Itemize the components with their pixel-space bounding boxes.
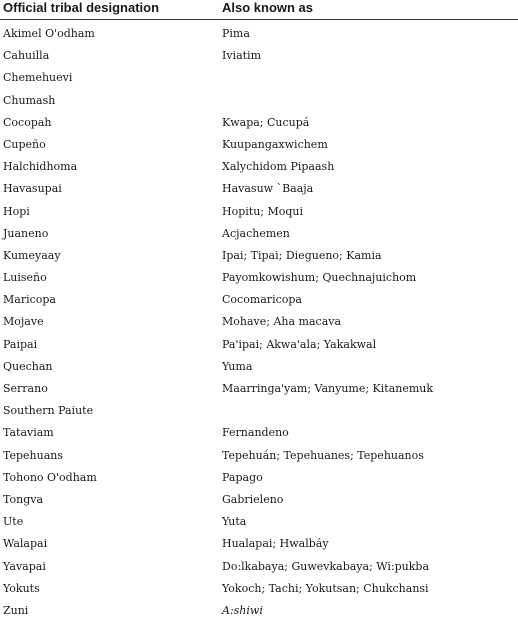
table-header [0, 0, 518, 20]
official-designation-cell: Zuni [3, 603, 29, 617]
official-designation-cell: Tohono O'odham [3, 470, 97, 484]
table-row [0, 467, 518, 489]
also-known-as-cell [222, 67, 518, 89]
official-designation-cell: Halchidhoma [3, 160, 78, 174]
official-designation-cell: Hopi [3, 204, 30, 218]
also-known-as-cell: Gabrieleno [222, 492, 284, 506]
also-known-as-cell: Pa'ipai; Akwa'ala; Yakakwal [222, 337, 377, 351]
also-known-as-cell: Yuma [222, 359, 253, 373]
also-known-as-cell: Payomkowishum; Quechnajuichom [222, 271, 417, 285]
official-designation-cell: Juaneno [3, 226, 49, 240]
official-designation-cell: Cupeño [3, 137, 46, 151]
table-row [0, 356, 518, 378]
table-row [0, 90, 518, 112]
table-row [0, 311, 518, 333]
also-known-as-cell: Kwapa; Cucupá [222, 115, 310, 129]
official-designation-cell: Chumash [3, 93, 56, 107]
official-designation-cell: Paipai [3, 337, 38, 351]
table-row [0, 400, 518, 422]
table-row [0, 556, 518, 578]
also-known-as-cell: Yokoch; Tachi; Yokutsan; Chukchansi [222, 581, 429, 595]
also-known-as-cell: Do:lkabaya; Guwevkabaya; Wi:pukba [222, 559, 430, 573]
also-known-as-cell: Kuupangaxwichem [222, 137, 328, 151]
official-designation-cell: Kumeyaay [3, 248, 61, 262]
also-known-as-cell: Papago [222, 470, 263, 484]
also-known-as-cell: Iviatim [222, 49, 262, 63]
also-known-as-cell: Fernandeno [222, 426, 289, 440]
table-row [0, 267, 518, 289]
official-designation-cell: Ute [3, 515, 24, 529]
table-row [0, 378, 518, 400]
official-designation-cell: Luiseño [3, 271, 47, 285]
official-designation-cell: Walapai [3, 537, 48, 551]
official-designation-cell: Serrano [3, 382, 48, 395]
table-row [0, 422, 518, 444]
official-designation-cell: Chemehuevi [3, 71, 73, 85]
official-designation-cell: Tongva [3, 492, 44, 506]
official-designation-cell: Maricopa [3, 293, 56, 307]
official-designation-cell: Yokuts [3, 581, 40, 595]
official-designation-cell: Akimel O'odham [3, 27, 95, 40]
table-row [0, 112, 518, 134]
official-designation-cell: Tataviam [3, 426, 54, 440]
table-row [0, 289, 518, 311]
header-official-designation: Official tribal designation [3, 0, 160, 15]
table-row [0, 245, 518, 267]
also-known-as-cell: Xalychidom Pipaash [222, 160, 335, 174]
table-row [0, 23, 518, 45]
table-row [0, 600, 518, 622]
table-row [0, 578, 518, 600]
also-known-as-cell: Havasuw `Baaja [222, 182, 314, 196]
also-known-as-cell: Pima [222, 27, 250, 40]
official-designation-cell: Havasupai [3, 182, 62, 196]
official-designation-cell: Mojave [3, 315, 44, 329]
also-known-as-cell: Acjachemen [222, 226, 290, 240]
official-designation-cell: Quechan [3, 359, 53, 373]
table-row [0, 489, 518, 511]
also-known-as-cell: Hualapai; Hwalbáy [222, 537, 329, 551]
official-designation-cell: Cahuilla [3, 49, 50, 63]
table-row [0, 334, 518, 356]
table-row [0, 533, 518, 555]
table-row [0, 67, 518, 89]
table-row [0, 45, 518, 67]
table-body [0, 20, 518, 622]
table-row [0, 445, 518, 467]
table-row [0, 178, 518, 200]
table-row [0, 156, 518, 178]
official-designation-cell: Cocopah [3, 115, 52, 129]
also-known-as-cell: Maarringa'yam; Vanyume; Kitanemuk [222, 382, 434, 395]
official-designation-cell: Southern Paiute [3, 404, 94, 418]
header-also-known-as: Also known as [222, 0, 314, 15]
also-known-as-cell: Cocomaricopa [222, 293, 302, 307]
also-known-as-cell: Yuta [222, 515, 247, 529]
also-known-as-cell: Tepehuán; Tepehuanes; Tepehuanos [222, 448, 424, 462]
table-row [0, 511, 518, 533]
also-known-as-cell: Mohave; Aha macava [222, 315, 342, 329]
official-designation-cell: Tepehuans [3, 448, 64, 462]
also-known-as-cell: Ipai; Tipai; Diegueno; Kamia [222, 248, 382, 262]
also-known-as-cell: A:shiwi [222, 603, 263, 617]
official-designation-cell: Yavapai [3, 559, 46, 573]
also-known-as-cell [222, 90, 518, 112]
table-row [0, 201, 518, 223]
also-known-as-cell [222, 400, 518, 422]
table-row [0, 223, 518, 245]
table-row [0, 134, 518, 156]
also-known-as-cell: Hopitu; Moqui [222, 204, 304, 218]
